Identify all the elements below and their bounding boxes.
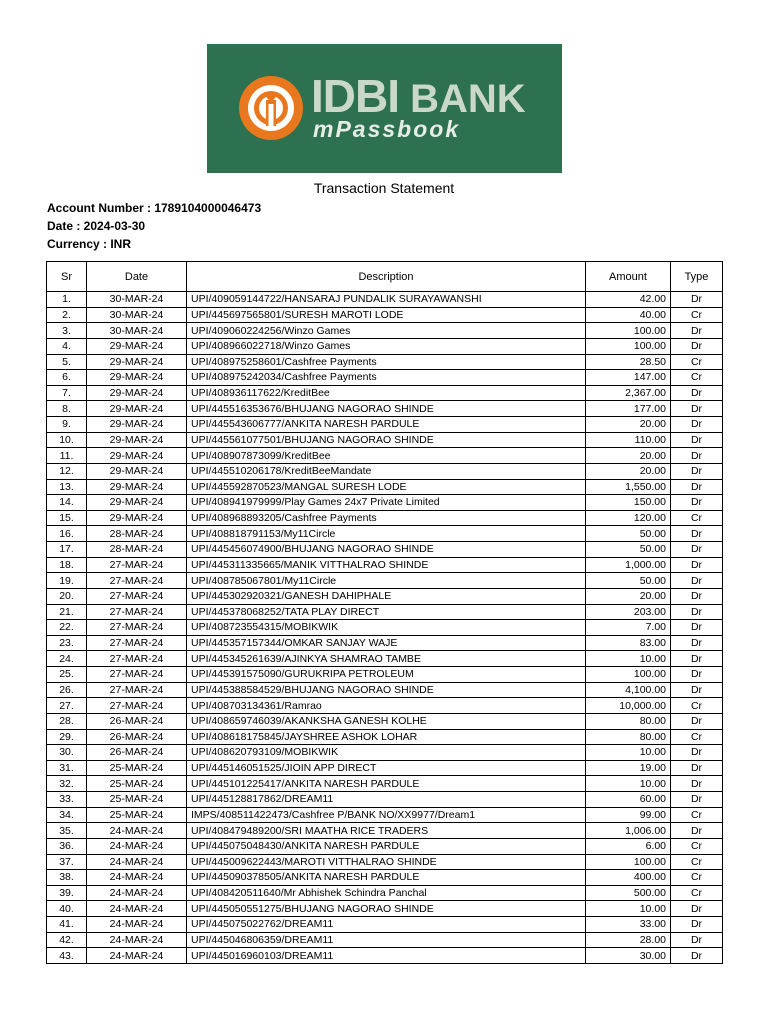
cell-sr: 22. (47, 620, 87, 636)
cell-date: 25-MAR-24 (87, 760, 187, 776)
cell-description: UPI/408703134361/Ramrao (187, 698, 586, 714)
cell-amount: 1,006.00 (586, 823, 671, 839)
cell-type: Dr (671, 635, 723, 651)
table-row (47, 370, 723, 386)
cell-date: 27-MAR-24 (87, 588, 187, 604)
cell-description: UPI/408420511640/Mr Abhishek Schindra Panchal (187, 885, 586, 901)
cell-date: 24-MAR-24 (87, 870, 187, 886)
table-row (47, 635, 723, 651)
cell-amount: 42.00 (586, 292, 671, 308)
cell-sr: 34. (47, 807, 87, 823)
cell-date: 26-MAR-24 (87, 713, 187, 729)
table-row (47, 463, 723, 479)
cell-amount: 30.00 (586, 948, 671, 964)
cell-amount: 400.00 (586, 870, 671, 886)
transactions-body (47, 292, 723, 964)
cell-description: UPI/408785067801/My11Circle (187, 573, 586, 589)
cell-date: 29-MAR-24 (87, 417, 187, 433)
cell-amount: 203.00 (586, 604, 671, 620)
cell-description: UPI/409059144722/HANSARAJ PUNDALIK SURAYAWANSHI (187, 292, 586, 308)
statement-title: Transaction Statement (313, 180, 455, 196)
table-row (47, 870, 723, 886)
header-amount: Amount (586, 262, 671, 292)
cell-amount: 80.00 (586, 713, 671, 729)
cell-type: Dr (671, 573, 723, 589)
cell-date: 24-MAR-24 (87, 823, 187, 839)
cell-sr: 35. (47, 823, 87, 839)
table-row (47, 385, 723, 401)
cell-sr: 4. (47, 338, 87, 354)
cell-type: Dr (671, 901, 723, 917)
cell-amount: 20.00 (586, 417, 671, 433)
cell-description: UPI/445302920321/GANESH DAHIPHALE (187, 588, 586, 604)
cell-sr: 1. (47, 292, 87, 308)
cell-type: Cr (671, 729, 723, 745)
table-row (47, 354, 723, 370)
cell-date: 30-MAR-24 (87, 307, 187, 323)
cell-sr: 27. (47, 698, 87, 714)
cell-sr: 16. (47, 526, 87, 542)
cell-sr: 14. (47, 495, 87, 511)
cell-description: UPI/408479489200/SRI MAATHA RICE TRADERS (187, 823, 586, 839)
cell-type: Dr (671, 448, 723, 464)
cell-date: 29-MAR-24 (87, 338, 187, 354)
cell-sr: 28. (47, 713, 87, 729)
cell-date: 29-MAR-24 (87, 354, 187, 370)
cell-type: Dr (671, 745, 723, 761)
cell-amount: 50.00 (586, 526, 671, 542)
cell-amount: 40.00 (586, 307, 671, 323)
cell-type: Dr (671, 463, 723, 479)
cell-amount: 147.00 (586, 370, 671, 386)
cell-sr: 26. (47, 682, 87, 698)
cell-description: UPI/445146051525/JIOIN APP DIRECT (187, 760, 586, 776)
cell-sr: 36. (47, 838, 87, 854)
account-number: Account Number : 1789104000046473 (47, 201, 262, 215)
cell-type: Dr (671, 620, 723, 636)
cell-sr: 40. (47, 901, 87, 917)
table-row (47, 823, 723, 839)
header-sr: Sr (47, 262, 87, 292)
cell-type: Cr (671, 838, 723, 854)
cell-description: UPI/445456074900/BHUJANG NAGORAO SHINDE (187, 542, 586, 558)
cell-type: Dr (671, 948, 723, 964)
cell-amount: 28.50 (586, 354, 671, 370)
cell-description: UPI/408975242034/Cashfree Payments (187, 370, 586, 386)
cell-date: 28-MAR-24 (87, 526, 187, 542)
logo-brand-text: IDBI BANK (311, 70, 526, 122)
cell-description: UPI/445697565801/SURESH MAROTI LODE (187, 307, 586, 323)
table-row (47, 495, 723, 511)
cell-type: Dr (671, 557, 723, 573)
cell-sr: 24. (47, 651, 87, 667)
cell-amount: 100.00 (586, 338, 671, 354)
table-row (47, 620, 723, 636)
cell-amount: 7.00 (586, 620, 671, 636)
cell-description: UPI/445345261639/AJINKYA SHAMRAO TAMBE (187, 651, 586, 667)
cell-description: UPI/409060224256/Winzo Games (187, 323, 586, 339)
table-row (47, 401, 723, 417)
cell-amount: 120.00 (586, 510, 671, 526)
table-row (47, 667, 723, 683)
cell-description: UPI/445311335665/MANIK VITTHALRAO SHINDE (187, 557, 586, 573)
table-row (47, 417, 723, 433)
cell-date: 24-MAR-24 (87, 932, 187, 948)
cell-type: Cr (671, 354, 723, 370)
cell-amount: 10.00 (586, 901, 671, 917)
cell-amount: 110.00 (586, 432, 671, 448)
cell-type: Dr (671, 667, 723, 683)
cell-sr: 13. (47, 479, 87, 495)
cell-date: 27-MAR-24 (87, 698, 187, 714)
cell-type: Dr (671, 651, 723, 667)
cell-description: UPI/445543606777/ANKITA NARESH PARDULE (187, 417, 586, 433)
cell-type: Dr (671, 526, 723, 542)
table-row (47, 526, 723, 542)
cell-description: UPI/408941979999/Play Games 24x7 Private Limited (187, 495, 586, 511)
cell-sr: 25. (47, 667, 87, 683)
table-row (47, 307, 723, 323)
table-row (47, 479, 723, 495)
cell-type: Dr (671, 932, 723, 948)
cell-description: UPI/445046806359/DREAM11 (187, 932, 586, 948)
cell-description: UPI/445128817862/DREAM11 (187, 792, 586, 808)
cell-type: Dr (671, 776, 723, 792)
table-row (47, 510, 723, 526)
cell-type: Cr (671, 885, 723, 901)
cell-sr: 32. (47, 776, 87, 792)
cell-sr: 2. (47, 307, 87, 323)
cell-sr: 43. (47, 948, 87, 964)
transactions-table (46, 261, 723, 964)
cell-description: UPI/408936117622/KreditBee (187, 385, 586, 401)
cell-sr: 19. (47, 573, 87, 589)
cell-sr: 5. (47, 354, 87, 370)
table-row (47, 854, 723, 870)
cell-type: Cr (671, 698, 723, 714)
cell-description: UPI/445016960103/DREAM11 (187, 948, 586, 964)
cell-sr: 3. (47, 323, 87, 339)
cell-description: UPI/445090378505/ANKITA NARESH PARDULE (187, 870, 586, 886)
cell-amount: 50.00 (586, 573, 671, 589)
cell-description: UPI/408975258601/Cashfree Payments (187, 354, 586, 370)
table-row (47, 698, 723, 714)
cell-sr: 9. (47, 417, 87, 433)
cell-sr: 15. (47, 510, 87, 526)
table-row (47, 760, 723, 776)
cell-amount: 10,000.00 (586, 698, 671, 714)
cell-date: 25-MAR-24 (87, 776, 187, 792)
cell-sr: 8. (47, 401, 87, 417)
cell-date: 24-MAR-24 (87, 948, 187, 964)
table-row (47, 807, 723, 823)
cell-amount: 100.00 (586, 323, 671, 339)
cell-type: Cr (671, 370, 723, 386)
cell-amount: 1,000.00 (586, 557, 671, 573)
cell-sr: 21. (47, 604, 87, 620)
cell-date: 29-MAR-24 (87, 495, 187, 511)
table-row (47, 323, 723, 339)
cell-sr: 18. (47, 557, 87, 573)
cell-sr: 39. (47, 885, 87, 901)
cell-amount: 20.00 (586, 463, 671, 479)
cell-sr: 6. (47, 370, 87, 386)
cell-sr: 30. (47, 745, 87, 761)
cell-date: 24-MAR-24 (87, 901, 187, 917)
table-row (47, 573, 723, 589)
cell-sr: 38. (47, 870, 87, 886)
cell-amount: 20.00 (586, 588, 671, 604)
cell-amount: 6.00 (586, 838, 671, 854)
cell-date: 29-MAR-24 (87, 463, 187, 479)
cell-type: Dr (671, 760, 723, 776)
cell-sr: 23. (47, 635, 87, 651)
table-row (47, 948, 723, 964)
cell-amount: 177.00 (586, 401, 671, 417)
cell-description: UPI/408659746039/AKANKSHA GANESH KOLHE (187, 713, 586, 729)
cell-amount: 10.00 (586, 745, 671, 761)
cell-type: Cr (671, 807, 723, 823)
table-row (47, 588, 723, 604)
cell-date: 27-MAR-24 (87, 635, 187, 651)
cell-date: 27-MAR-24 (87, 682, 187, 698)
cell-type: Dr (671, 792, 723, 808)
table-row (47, 776, 723, 792)
cell-description: UPI/408618175845/JAYSHREE ASHOK LOHAR (187, 729, 586, 745)
table-row (47, 651, 723, 667)
bank-logo (207, 44, 562, 173)
logo-subtitle: mPassbook (313, 116, 461, 142)
cell-amount: 28.00 (586, 932, 671, 948)
cell-amount: 99.00 (586, 807, 671, 823)
cell-date: 24-MAR-24 (87, 854, 187, 870)
cell-type: Dr (671, 292, 723, 308)
cell-description: UPI/445075022762/DREAM11 (187, 917, 586, 933)
cell-type: Dr (671, 338, 723, 354)
cell-description: IMPS/408511422473/Cashfree P/BANK NO/XX9977/Dream1 (187, 807, 586, 823)
cell-description: UPI/445388584529/BHUJANG NAGORAO SHINDE (187, 682, 586, 698)
cell-date: 27-MAR-24 (87, 557, 187, 573)
cell-date: 24-MAR-24 (87, 838, 187, 854)
cell-description: UPI/445592870523/MANGAL SURESH LODE (187, 479, 586, 495)
cell-date: 25-MAR-24 (87, 792, 187, 808)
cell-sr: 31. (47, 760, 87, 776)
cell-description: UPI/408968893205/Cashfree Payments (187, 510, 586, 526)
cell-date: 27-MAR-24 (87, 667, 187, 683)
table-row (47, 338, 723, 354)
cell-sr: 29. (47, 729, 87, 745)
cell-type: Cr (671, 510, 723, 526)
cell-amount: 50.00 (586, 542, 671, 558)
cell-sr: 12. (47, 463, 87, 479)
cell-type: Dr (671, 495, 723, 511)
table-row (47, 542, 723, 558)
cell-description: UPI/408723554315/MOBIKWIK (187, 620, 586, 636)
cell-description: UPI/445516353676/BHUJANG NAGORAO SHINDE (187, 401, 586, 417)
cell-type: Dr (671, 323, 723, 339)
cell-date: 29-MAR-24 (87, 448, 187, 464)
cell-date: 30-MAR-24 (87, 323, 187, 339)
cell-sr: 7. (47, 385, 87, 401)
cell-date: 26-MAR-24 (87, 745, 187, 761)
cell-sr: 37. (47, 854, 87, 870)
header-date: Date (87, 262, 187, 292)
table-row (47, 917, 723, 933)
cell-date: 27-MAR-24 (87, 620, 187, 636)
header-type: Type (671, 262, 723, 292)
cell-date: 26-MAR-24 (87, 729, 187, 745)
cell-sr: 33. (47, 792, 87, 808)
cell-amount: 10.00 (586, 651, 671, 667)
cell-type: Dr (671, 917, 723, 933)
cell-amount: 100.00 (586, 854, 671, 870)
table-row (47, 448, 723, 464)
table-row (47, 792, 723, 808)
cell-sr: 20. (47, 588, 87, 604)
cell-date: 27-MAR-24 (87, 573, 187, 589)
cell-amount: 19.00 (586, 760, 671, 776)
cell-date: 29-MAR-24 (87, 479, 187, 495)
cell-description: UPI/445357157344/OMKAR SANJAY WAJE (187, 635, 586, 651)
cell-date: 30-MAR-24 (87, 292, 187, 308)
cell-date: 25-MAR-24 (87, 807, 187, 823)
table-row (47, 604, 723, 620)
cell-date: 24-MAR-24 (87, 917, 187, 933)
cell-amount: 83.00 (586, 635, 671, 651)
cell-description: UPI/445050551275/BHUJANG NAGORAO SHINDE (187, 901, 586, 917)
table-row (47, 713, 723, 729)
cell-date: 29-MAR-24 (87, 432, 187, 448)
cell-description: UPI/445391575090/GURUKRIPA PETROLEUM (187, 667, 586, 683)
cell-sr: 11. (47, 448, 87, 464)
header-description: Description (187, 262, 586, 292)
cell-type: Cr (671, 854, 723, 870)
cell-type: Dr (671, 713, 723, 729)
cell-description: UPI/408966022718/Winzo Games (187, 338, 586, 354)
cell-sr: 17. (47, 542, 87, 558)
cell-date: 27-MAR-24 (87, 651, 187, 667)
cell-description: UPI/408620793109/MOBIKWIK (187, 745, 586, 761)
cell-amount: 60.00 (586, 792, 671, 808)
table-row (47, 557, 723, 573)
cell-amount: 80.00 (586, 729, 671, 745)
cell-description: UPI/445561077501/BHUJANG NAGORAO SHINDE (187, 432, 586, 448)
idbi-emblem-icon (237, 74, 305, 142)
cell-type: Dr (671, 542, 723, 558)
table-row (47, 745, 723, 761)
cell-date: 27-MAR-24 (87, 604, 187, 620)
cell-type: Dr (671, 682, 723, 698)
cell-type: Dr (671, 385, 723, 401)
cell-type: Dr (671, 401, 723, 417)
cell-date: 29-MAR-24 (87, 510, 187, 526)
table-row (47, 885, 723, 901)
cell-amount: 1,550.00 (586, 479, 671, 495)
table-row (47, 838, 723, 854)
table-row (47, 432, 723, 448)
cell-amount: 500.00 (586, 885, 671, 901)
cell-type: Dr (671, 588, 723, 604)
cell-date: 24-MAR-24 (87, 885, 187, 901)
cell-sr: 10. (47, 432, 87, 448)
cell-description: UPI/408818791153/My11Circle (187, 526, 586, 542)
cell-amount: 20.00 (586, 448, 671, 464)
cell-description: UPI/445378068252/TATA PLAY DIRECT (187, 604, 586, 620)
table-header-row (47, 262, 723, 292)
cell-amount: 150.00 (586, 495, 671, 511)
statement-date: Date : 2024-03-30 (47, 219, 146, 233)
cell-description: UPI/445101225417/ANKITA NARESH PARDULE (187, 776, 586, 792)
cell-type: Cr (671, 870, 723, 886)
cell-type: Dr (671, 823, 723, 839)
cell-amount: 33.00 (586, 917, 671, 933)
table-row (47, 729, 723, 745)
cell-type: Dr (671, 604, 723, 620)
cell-amount: 4,100.00 (586, 682, 671, 698)
cell-type: Dr (671, 417, 723, 433)
cell-description: UPI/445510206178/KreditBeeMandate (187, 463, 586, 479)
cell-type: Cr (671, 307, 723, 323)
table-row (47, 932, 723, 948)
cell-type: Dr (671, 432, 723, 448)
cell-type: Dr (671, 479, 723, 495)
cell-date: 29-MAR-24 (87, 401, 187, 417)
cell-description: UPI/445075048430/ANKITA NARESH PARDULE (187, 838, 586, 854)
cell-sr: 41. (47, 917, 87, 933)
cell-amount: 10.00 (586, 776, 671, 792)
table-row (47, 901, 723, 917)
cell-description: UPI/408907873099/KreditBee (187, 448, 586, 464)
cell-amount: 2,367.00 (586, 385, 671, 401)
table-row (47, 292, 723, 308)
cell-sr: 42. (47, 932, 87, 948)
cell-amount: 100.00 (586, 667, 671, 683)
table-row (47, 682, 723, 698)
cell-date: 29-MAR-24 (87, 370, 187, 386)
cell-date: 28-MAR-24 (87, 542, 187, 558)
currency: Currency : INR (47, 237, 132, 251)
cell-description: UPI/445009622443/MAROTI VITTHALRAO SHINDE (187, 854, 586, 870)
cell-date: 29-MAR-24 (87, 385, 187, 401)
